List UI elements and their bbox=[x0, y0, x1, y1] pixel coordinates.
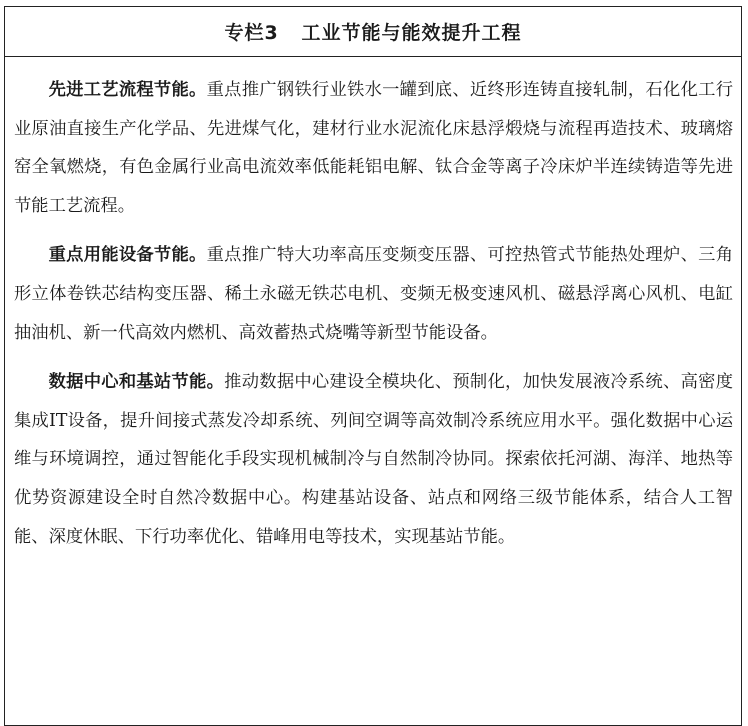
paragraph-datacenter-energy-saving bbox=[14, 363, 733, 556]
paragraph-body: 推动数据中心建设全模块化、预制化，加快发展液冷系统、高密度集成IT设备，提升间接式蒸发冷却系统、列间空调等高效制冷系统应用水平。强化数据中心运维与环境调控，通过智能化手段实现机械制冷与自然制冷协同。探索依托河湖、海洋、地热等优势资源建设全时自然冷数据中心。构建基站设备、站点和网络三级节能体系，结合人工智能、深度休眠、下行功率优化、错峰用电等技术，实现基站节能。 bbox=[14, 372, 733, 547]
column-label: 专栏3 bbox=[224, 22, 279, 44]
paragraph-lead: 数据中心和基站节能。 bbox=[48, 372, 225, 393]
paragraph-process-energy-saving bbox=[14, 71, 733, 225]
column-title bbox=[5, 7, 741, 57]
paragraph-body: 重点推广钢铁行业铁水一罐到底、近终形连铸直接轧制，石化化工行业原油直接生产化学品、先进煤气化，建材行业水泥流化床悬浮煅烧与流程再造技术、玻璃熔窑全氧燃烧，有色金属行业高电流效率低能耗铝电解、钛合金等离子冷床炉半连续铸造等先进节能工艺流程。 bbox=[14, 80, 733, 216]
paragraph-lead: 重点用能设备节能。 bbox=[48, 245, 207, 266]
special-column-box bbox=[4, 6, 742, 726]
paragraph-body: 重点推广特大功率高压变频变压器、可控热管式节能热处理炉、三角形立体卷铁芯结构变压器、稀土永磁无铁芯电机、变频无极变速风机、磁悬浮离心风机、电缸抽油机、新一代高效内燃机、高效蓄热式烧嘴等新型节能设备。 bbox=[14, 245, 733, 343]
paragraph-lead: 先进工艺流程节能。 bbox=[48, 80, 207, 100]
paragraph-equipment-energy-saving bbox=[14, 236, 733, 352]
column-content bbox=[5, 57, 741, 556]
column-title-text: 工业节能与能效提升工程 bbox=[301, 22, 522, 44]
